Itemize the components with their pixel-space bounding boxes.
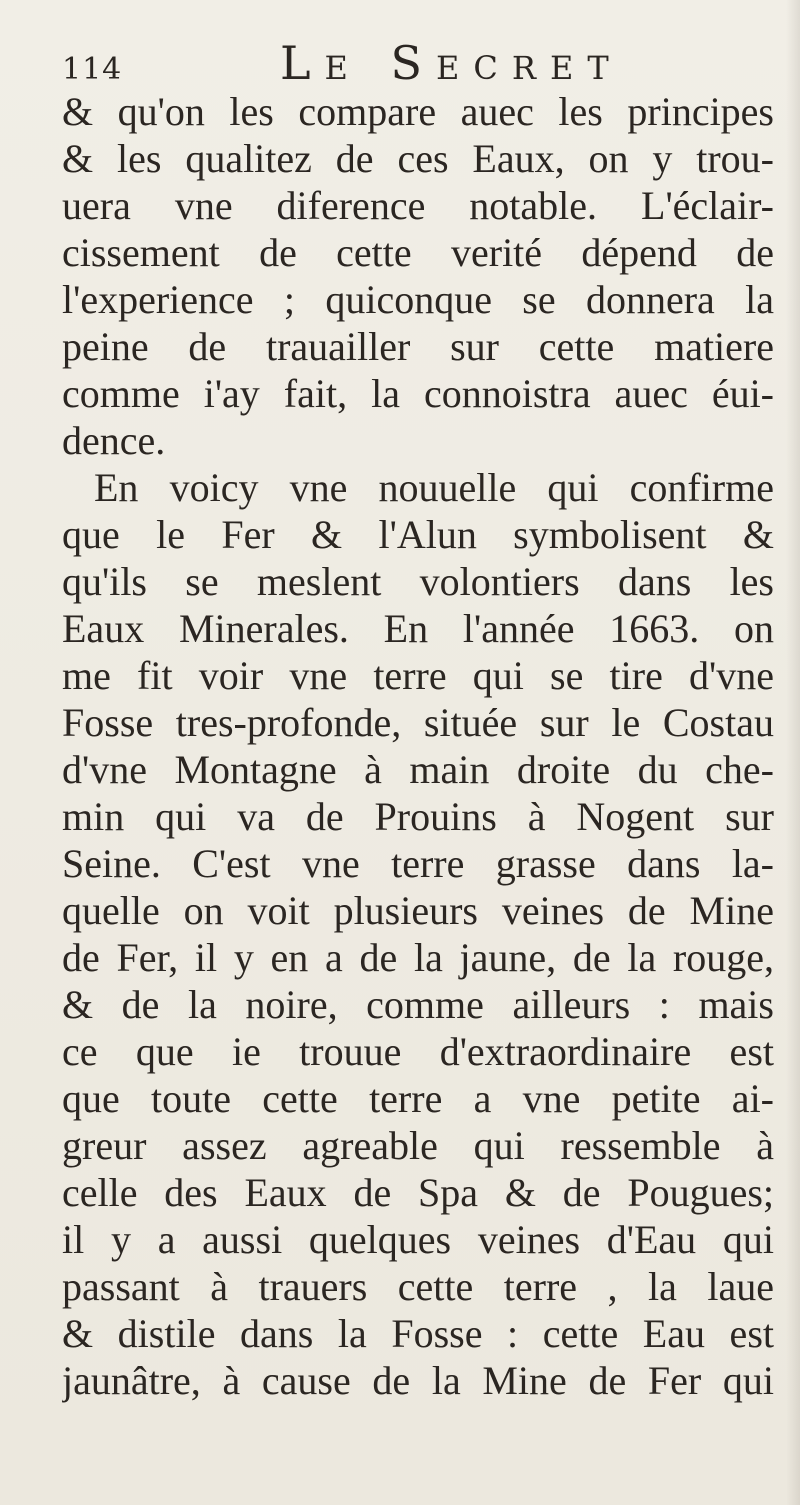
text-line: que toute cette terre a vne petite ai- xyxy=(62,1076,774,1121)
text-line: l'experience ; quiconque se donnera la xyxy=(62,277,774,322)
page-number: 114 xyxy=(62,52,123,87)
text-line: Seine. C'est vne terre grasse dans la- xyxy=(62,841,774,886)
body-text xyxy=(62,88,774,1404)
text-line: d'vne Montagne à main droite du che- xyxy=(62,747,774,792)
text-line: il y a aussi quelques veines d'Eau qui xyxy=(62,1217,774,1262)
text-line: que le Fer & l'Alun symbolisent & xyxy=(62,512,774,557)
text-line: uera vne diference notable. L'éclair- xyxy=(62,183,774,228)
text-line: cissement de cette verité dépend de xyxy=(62,230,774,275)
text-line: ce que ie trouue d'extraordinaire est xyxy=(62,1029,774,1074)
text-line: comme i'ay fait, la connoistra auec éui- xyxy=(62,371,774,416)
text-line: dence. xyxy=(62,418,166,463)
text-line: & qu'on les compare auec les principes xyxy=(62,89,774,134)
text-line: En voicy vne nouuelle qui confirme xyxy=(94,465,774,510)
text-line: & de la noire, comme ailleurs : mais xyxy=(62,982,774,1027)
text-line: passant à trauers cette terre , la laue xyxy=(62,1264,774,1309)
page-edge-shadow xyxy=(786,0,800,1505)
text-line: & distile dans la Fosse : cette Eau est xyxy=(62,1311,774,1356)
text-line: de Fer, il y en a de la jaune, de la rouge, xyxy=(62,935,774,980)
text-line: Eaux Minerales. En l'année 1663. on xyxy=(62,606,774,651)
text-line: quelle on voit plusieurs veines de Mine xyxy=(62,888,774,933)
text-line: qu'ils se meslent volontiers dans les xyxy=(62,559,774,604)
text-line: celle des Eaux de Spa & de Pougues; xyxy=(62,1170,774,1215)
text-line: min qui va de Prouins à Nogent sur xyxy=(62,794,774,839)
page-header xyxy=(62,36,762,96)
text-line: jaunâtre, à cause de la Mine de Fer qui xyxy=(62,1358,774,1403)
text-line: Fosse tres-profonde, située sur le Costau xyxy=(62,700,774,745)
text-line: greur assez agreable qui ressemble à xyxy=(62,1123,774,1168)
text-line: & les qualitez de ces Eaux, on y trou- xyxy=(62,136,774,181)
text-line: me fit voir vne terre qui se tire d'vne xyxy=(62,653,774,698)
running-head: Le Secret xyxy=(280,36,623,90)
text-line: peine de trauailler sur cette matiere xyxy=(62,324,774,369)
